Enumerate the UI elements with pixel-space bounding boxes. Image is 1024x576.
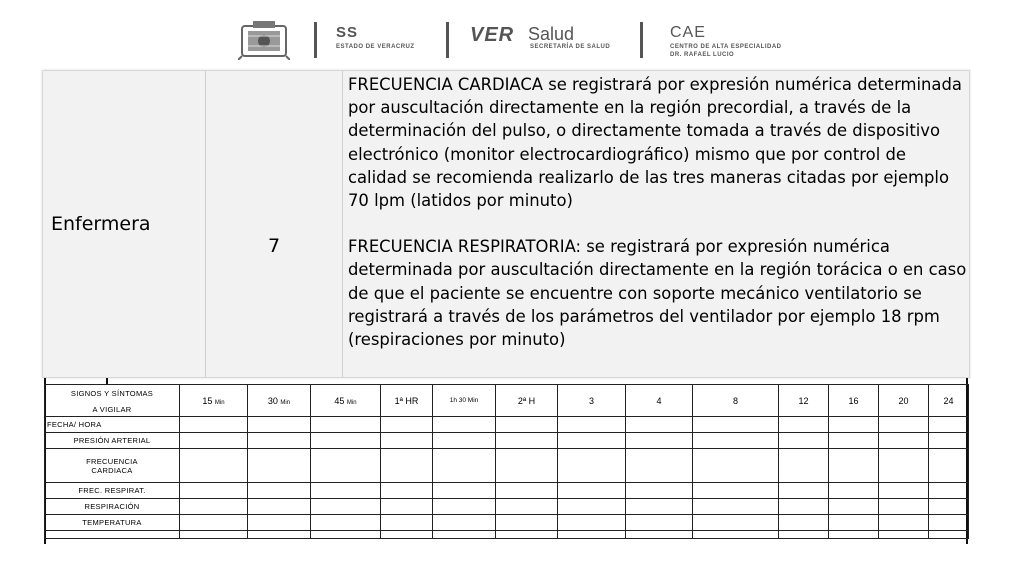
table-cell[interactable] (829, 433, 879, 449)
table-cell[interactable] (829, 483, 879, 499)
salud-logo-subtitle: SECRETARÍA DE SALUD (530, 44, 611, 50)
table-row (45, 515, 969, 531)
col-header: 20 (879, 385, 929, 417)
frecuencia-label: FRECUENCIA CARDIACA (45, 449, 180, 483)
table-cell[interactable] (693, 515, 779, 531)
vigilance-form (44, 362, 968, 544)
col-header: 30 Min (248, 385, 311, 417)
veracruz-crest-icon (238, 18, 290, 60)
table-cell[interactable] (433, 531, 496, 539)
table-cell[interactable] (829, 531, 879, 539)
instruction-text (348, 73, 968, 351)
table-cell[interactable] (929, 449, 969, 483)
table-cell[interactable] (180, 433, 248, 449)
table-cell[interactable] (879, 433, 929, 449)
instruction-row (42, 70, 970, 378)
table-cell[interactable] (433, 433, 496, 449)
table-cell[interactable] (311, 417, 381, 433)
col-header: 12 (779, 385, 829, 417)
table-cell[interactable] (381, 483, 433, 499)
temperatura-label: TEMPERATURA (45, 515, 180, 531)
table-cell[interactable] (248, 417, 311, 433)
table-cell[interactable] (180, 417, 248, 433)
cae-logo-subtitle: DR. RAFAEL LUCIO (670, 52, 735, 58)
table-row (45, 433, 969, 449)
table-cell[interactable] (381, 449, 433, 483)
table-cell[interactable] (879, 499, 929, 515)
table-cell[interactable] (626, 433, 693, 449)
table-cell[interactable] (496, 499, 558, 515)
table-cell[interactable] (829, 417, 879, 433)
col-header: 15 Min (180, 385, 248, 417)
table-cell[interactable] (496, 449, 558, 483)
table-cell[interactable] (248, 531, 311, 539)
table-cell[interactable] (693, 531, 779, 539)
table-cell[interactable] (829, 499, 879, 515)
table-cell[interactable] (248, 483, 311, 499)
col-header: 24 (929, 385, 969, 417)
table-cell[interactable] (311, 449, 381, 483)
vigilar-label: A VIGILAR (45, 403, 180, 417)
table-cell[interactable] (180, 499, 248, 515)
table-row (45, 385, 969, 403)
vigilance-table (44, 384, 969, 539)
table-cell[interactable] (248, 449, 311, 483)
table-cell[interactable] (779, 483, 829, 499)
frecuencia-respiratoria-paragraph: FRECUENCIA RESPIRATORIA: se registrará por expresión numérica determinada por auscultación directamente en la región torácica o en caso de que el paciente se encuentre con soporte mecánico ventilatorio se registrará a través de los parámetros del ventilador por ejemplo 18 rpm (respiraciones por minuto) (348, 237, 967, 350)
table-cell[interactable] (558, 515, 626, 531)
table-cell[interactable] (496, 515, 558, 531)
col-header: 8 (693, 385, 779, 417)
table-cell[interactable] (558, 433, 626, 449)
table-cell[interactable] (779, 531, 829, 539)
table-cell[interactable] (558, 483, 626, 499)
table-cell[interactable] (433, 515, 496, 531)
col-header: 3 (558, 385, 626, 417)
respiracion-label: RESPIRACIÓN (45, 499, 180, 515)
table-cell[interactable] (433, 483, 496, 499)
logo-separator (314, 22, 317, 58)
table-cell[interactable] (248, 499, 311, 515)
table-cell[interactable] (693, 433, 779, 449)
table-cell[interactable] (180, 483, 248, 499)
cae-logo-subtitle: CENTRO DE ALTA ESPECIALIDAD (670, 44, 782, 50)
table-cell[interactable] (381, 417, 433, 433)
col-header: 45 Min (311, 385, 381, 417)
ver-logo-word: VER (470, 24, 515, 46)
ss-logo-title: SS (336, 24, 359, 41)
role-label: Enfermera (51, 213, 151, 235)
logo-separator (640, 22, 643, 58)
col-header: 2ª H (496, 385, 558, 417)
col-header: 16 (829, 385, 879, 417)
table-cell[interactable] (879, 531, 929, 539)
table-cell[interactable] (929, 483, 969, 499)
table-row (45, 531, 969, 539)
table-cell[interactable] (558, 449, 626, 483)
table-cell[interactable] (626, 515, 693, 531)
table-cell[interactable] (496, 417, 558, 433)
table-cell[interactable] (381, 515, 433, 531)
table-cell (45, 531, 180, 539)
role-column (43, 71, 205, 377)
table-cell[interactable] (248, 433, 311, 449)
table-cell[interactable] (248, 515, 311, 531)
table-cell[interactable] (929, 433, 969, 449)
table-cell[interactable] (433, 499, 496, 515)
table-cell[interactable] (829, 449, 879, 483)
table-cell[interactable] (693, 417, 779, 433)
table-cell[interactable] (180, 531, 248, 539)
table-cell[interactable] (433, 417, 496, 433)
table-cell[interactable] (929, 531, 969, 539)
table-cell[interactable] (180, 515, 248, 531)
table-cell[interactable] (829, 515, 879, 531)
presion-label: PRESIÓN ARTERIAL (45, 433, 180, 449)
table-cell[interactable] (311, 483, 381, 499)
table-cell[interactable] (496, 531, 558, 539)
table-cell[interactable] (879, 417, 929, 433)
table-cell[interactable] (929, 499, 969, 515)
table-cell[interactable] (626, 417, 693, 433)
table-cell[interactable] (626, 531, 693, 539)
table-cell[interactable] (558, 499, 626, 515)
table-cell[interactable] (496, 433, 558, 449)
fecha-hora-label: FECHA/ HORA (45, 417, 180, 433)
col-header: 1h 30 Min (433, 385, 496, 417)
table-cell[interactable] (779, 433, 829, 449)
signos-label: SIGNOS Y SÍNTOMAS (45, 385, 180, 403)
table-cell[interactable] (929, 417, 969, 433)
table-row (45, 449, 969, 483)
table-cell[interactable] (693, 449, 779, 483)
col-header: 1ª HR (381, 385, 433, 417)
item-number: 7 (267, 235, 281, 257)
table-cell[interactable] (779, 515, 829, 531)
table-cell[interactable] (879, 483, 929, 499)
frec-resp-label: FREC. RESPIRAT. (45, 483, 180, 499)
logo-separator (446, 22, 449, 58)
table-cell[interactable] (879, 515, 929, 531)
table-row (45, 499, 969, 515)
table-cell[interactable] (433, 449, 496, 483)
table-cell[interactable] (311, 515, 381, 531)
table-cell[interactable] (626, 483, 693, 499)
cae-logo-title: CAE (670, 24, 706, 41)
number-column (205, 71, 343, 377)
header-logos (0, 0, 1024, 70)
table-row (45, 417, 969, 433)
table-cell[interactable] (381, 531, 433, 539)
col-header: 4 (626, 385, 693, 417)
table-cell[interactable] (381, 433, 433, 449)
table-cell[interactable] (381, 499, 433, 515)
table-cell[interactable] (311, 531, 381, 539)
table-cell[interactable] (558, 531, 626, 539)
table-cell[interactable] (693, 499, 779, 515)
table-cell[interactable] (879, 449, 929, 483)
table-cell[interactable] (311, 433, 381, 449)
table-cell[interactable] (779, 449, 829, 483)
table-row (45, 483, 969, 499)
table-cell[interactable] (693, 483, 779, 499)
table-cell[interactable] (180, 449, 248, 483)
table-cell[interactable] (779, 499, 829, 515)
table-cell[interactable] (779, 417, 829, 433)
table-cell[interactable] (558, 417, 626, 433)
table-cell[interactable] (496, 483, 558, 499)
table-cell[interactable] (626, 499, 693, 515)
table-cell[interactable] (929, 515, 969, 531)
salud-logo-word: Salud (528, 24, 575, 44)
table-cell[interactable] (311, 499, 381, 515)
table-cell[interactable] (626, 449, 693, 483)
ss-logo-subtitle: ESTADO DE VERACRUZ (336, 44, 415, 50)
frecuencia-cardiaca-paragraph: FRECUENCIA CARDIACA se registrará por expresión numérica determinada por auscultación directamente en la región precordial, a través de la determinación del pulso, o directamente tomada a través de dispositivo electrónico (monitor electrocardiográfico) mismo que por control de calidad se recomienda realizarlo de las tres maneras citadas por ejemplo 70 lpm (latidos por minuto) (348, 75, 962, 211)
